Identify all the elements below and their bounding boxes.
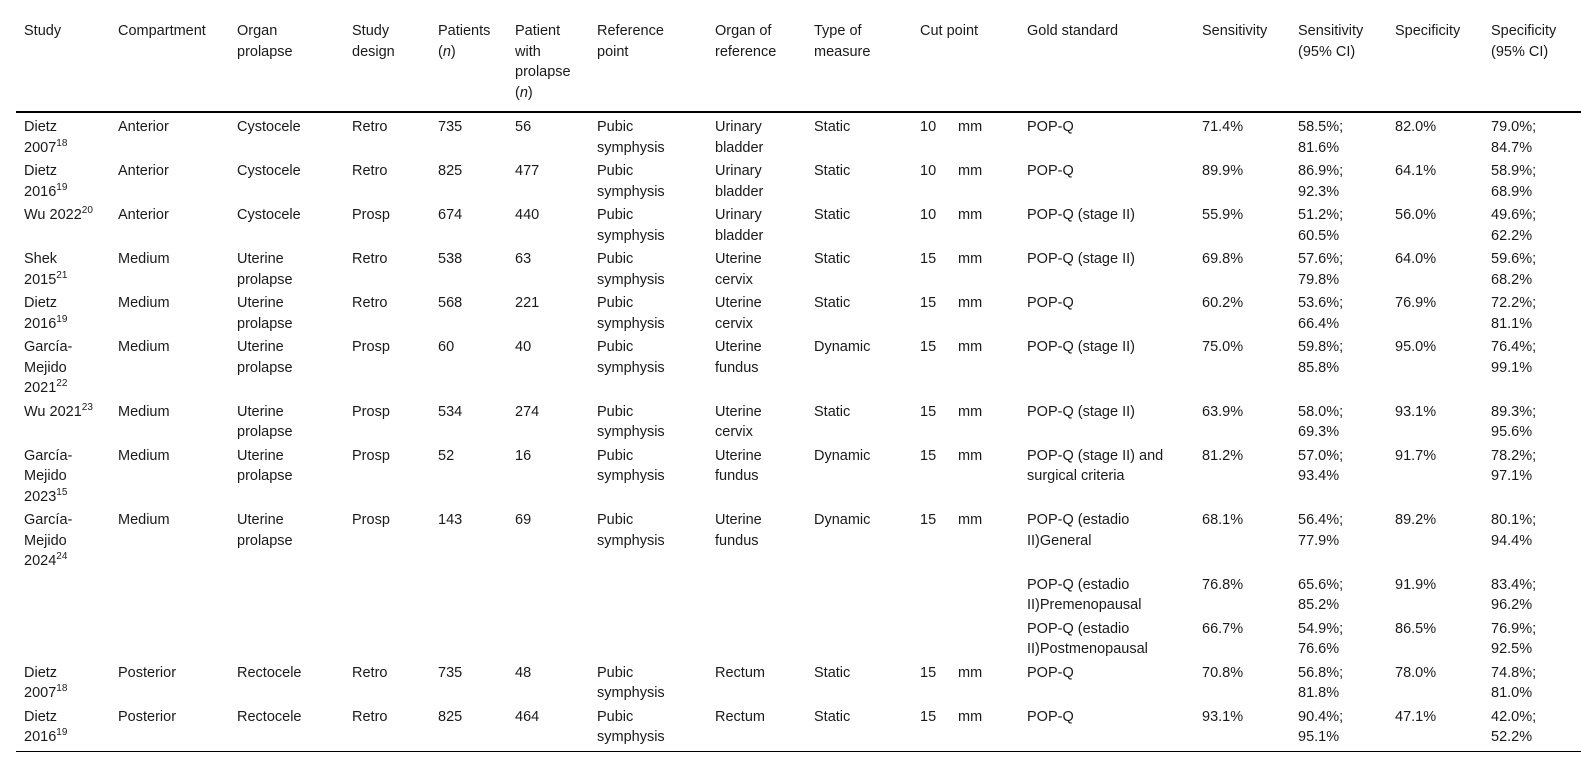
- cell-organ: Cystocele: [237, 119, 301, 135]
- results-table: [16, 10, 1581, 752]
- cell-patients: 825: [438, 163, 463, 179]
- cut-unit: mm: [958, 708, 983, 725]
- cell-compartment: Medium: [118, 295, 170, 311]
- cell-organref: Uterine fundus: [715, 512, 762, 549]
- table-row: [16, 444, 1581, 509]
- cell-spec: 86.5%: [1395, 620, 1437, 637]
- table-row: [16, 573, 1581, 617]
- table-row: [16, 291, 1581, 335]
- cell-compartment: Anterior: [118, 119, 169, 135]
- cell-prolapse: 69: [515, 512, 532, 528]
- header-study: Study: [24, 23, 62, 39]
- header-reference-point: Reference point: [597, 23, 664, 60]
- cell-prolapse: [507, 573, 589, 617]
- cell-study: [16, 400, 110, 444]
- cell-cut-point: [912, 335, 1019, 400]
- cell-refpoint: Pubic symphysis: [597, 339, 665, 376]
- table-row: [16, 335, 1581, 400]
- study-name: Dietz 2016: [24, 295, 58, 332]
- cell-design: Prosp: [352, 447, 390, 464]
- cell-gold: POP-Q: [1027, 295, 1074, 311]
- cell-cut-point: [912, 705, 1019, 752]
- header-cut-point: Cut point: [920, 23, 979, 39]
- cell-organ: Cystocele: [237, 163, 301, 179]
- cell-sens: 55.9%: [1202, 207, 1244, 223]
- cell-sensci: 57.6%; 79.8%: [1298, 251, 1344, 288]
- cell-gold: POP-Q (estadio II)Premenopausal: [1027, 576, 1142, 613]
- cell-study: [16, 203, 110, 247]
- cell-design: Prosp: [352, 512, 390, 528]
- cell-spec: 91.9%: [1395, 576, 1437, 593]
- cell-sens: 75.0%: [1202, 339, 1244, 355]
- study-reference: 15: [56, 486, 68, 498]
- cell-organ: Uterine prolapse: [237, 339, 293, 376]
- cell-organref: Uterine fundus: [715, 339, 762, 376]
- study-name: Shek 2015: [24, 251, 58, 288]
- cell-specci: 78.2%; 97.1%: [1491, 447, 1537, 484]
- cell-organ: [229, 573, 344, 617]
- cut-value: 15: [920, 403, 937, 420]
- cell-study: [16, 159, 110, 203]
- study-reference: 18: [56, 137, 68, 149]
- cell-sensci: 53.6%; 66.4%: [1298, 295, 1344, 332]
- cell-gold: POP-Q (stage II): [1027, 339, 1135, 355]
- cell-specci: 83.4%; 96.2%: [1491, 576, 1537, 613]
- cell-refpoint: Pubic symphysis: [597, 447, 665, 484]
- cell-spec: 47.1%: [1395, 708, 1437, 725]
- cell-specci: 59.6%; 68.2%: [1491, 251, 1537, 288]
- cell-prolapse: 477: [515, 163, 540, 179]
- cell-refpoint: Pubic symphysis: [597, 207, 665, 244]
- cell-organ: Rectocele: [237, 708, 302, 725]
- cut-unit: mm: [958, 119, 983, 135]
- cell-spec: 64.0%: [1395, 251, 1437, 267]
- cell-compartment: Anterior: [118, 207, 169, 223]
- cell-measure: Dynamic: [814, 447, 871, 464]
- cell-patients: 568: [438, 295, 463, 311]
- cell-refpoint: Pubic symphysis: [597, 251, 665, 288]
- cut-value: 10: [920, 207, 937, 223]
- cell-prolapse: 440: [515, 207, 540, 223]
- cell-patients: 674: [438, 207, 463, 223]
- cell-design: Prosp: [352, 403, 390, 420]
- cell-organref: Uterine fundus: [715, 447, 762, 484]
- cell-compartment: Medium: [118, 512, 170, 528]
- cell-study: [16, 573, 110, 617]
- cell-cut-point: [912, 112, 1019, 159]
- table-row: [16, 705, 1581, 752]
- cell-study: [16, 335, 110, 400]
- cut-value: 10: [920, 163, 937, 179]
- header-patients-n: n: [442, 43, 451, 60]
- header-row: [16, 10, 1581, 112]
- cell-study: [16, 617, 110, 661]
- cell-organ: Uterine prolapse: [237, 403, 293, 440]
- cell-measure: Dynamic: [814, 512, 871, 528]
- cell-organ: Rectocele: [237, 664, 302, 681]
- cell-spec: 95.0%: [1395, 339, 1437, 355]
- cell-sens: 71.4%: [1202, 119, 1244, 135]
- cell-prolapse: [507, 617, 589, 661]
- cell-cut-point: [912, 508, 1019, 573]
- cell-design: Retro: [352, 163, 388, 179]
- header-sensitivity: Sensitivity: [1202, 23, 1268, 39]
- cell-organref: Urinary bladder: [715, 119, 764, 156]
- cut-value: 15: [920, 664, 937, 681]
- cell-specci: 49.6%; 62.2%: [1491, 207, 1537, 244]
- cell-measure: Static: [814, 664, 851, 681]
- cell-organref: Urinary bladder: [715, 163, 764, 200]
- cell-refpoint: [589, 573, 707, 617]
- cell-study: [16, 247, 110, 291]
- cell-measure: Dynamic: [814, 339, 871, 355]
- cell-specci: 89.3%; 95.6%: [1491, 403, 1537, 440]
- cell-cut-point: [912, 617, 1019, 661]
- cut-value: 15: [920, 295, 937, 311]
- cell-sens: 66.7%: [1202, 620, 1244, 637]
- cell-compartment: Medium: [118, 447, 170, 464]
- cell-sens: 93.1%: [1202, 708, 1244, 725]
- cut-value: 15: [920, 512, 937, 528]
- header-patients-with-prolapse: [507, 10, 589, 112]
- table-row: [16, 617, 1581, 661]
- cell-sens: 68.1%: [1202, 512, 1244, 528]
- cell-patients: 143: [438, 512, 463, 528]
- cell-patients: 735: [438, 119, 463, 135]
- cell-organ: [229, 617, 344, 661]
- cell-gold: POP-Q (estadio II)Postmenopausal: [1027, 620, 1148, 657]
- cell-prolapse: 63: [515, 251, 532, 267]
- cell-organ: Uterine prolapse: [237, 512, 293, 549]
- cell-gold: POP-Q (stage II) and surgical criteria: [1027, 447, 1164, 484]
- study-name: Dietz 2007: [24, 119, 58, 156]
- cell-prolapse: 464: [515, 708, 540, 725]
- header-sensitivity-ci: Sensitivity (95% CI): [1298, 23, 1364, 60]
- cell-organref: [707, 617, 806, 661]
- cell-organref: Uterine cervix: [715, 251, 762, 288]
- cell-sens: 81.2%: [1202, 447, 1244, 464]
- cell-compartment: Medium: [118, 251, 170, 267]
- study-reference: 19: [56, 727, 68, 738]
- study-reference: 22: [56, 378, 68, 389]
- cell-study: [16, 444, 110, 509]
- cell-spec: 82.0%: [1395, 119, 1437, 135]
- study-name: Wu 2021: [24, 403, 82, 420]
- header-prolapse-close: ): [527, 84, 533, 101]
- cut-value: 15: [920, 447, 937, 464]
- cell-gold: POP-Q: [1027, 163, 1074, 179]
- cut-value: 15: [920, 251, 937, 267]
- cut-value: 10: [920, 119, 937, 135]
- cell-compartment: Anterior: [118, 163, 169, 179]
- cell-organ: Uterine prolapse: [237, 295, 293, 332]
- cell-sensci: 86.9%; 92.3%: [1298, 163, 1344, 200]
- cell-spec: 93.1%: [1395, 403, 1437, 420]
- cell-compartment: Medium: [118, 403, 170, 420]
- cell-specci: 76.4%; 99.1%: [1491, 339, 1537, 376]
- cell-design: Retro: [352, 295, 388, 311]
- cell-spec: 91.7%: [1395, 447, 1437, 464]
- cut-unit: mm: [958, 339, 983, 355]
- cell-sens: 60.2%: [1202, 295, 1244, 311]
- cell-patients: 534: [438, 403, 463, 420]
- cell-organref: Uterine cervix: [715, 403, 762, 440]
- cell-specci: 79.0%; 84.7%: [1491, 119, 1537, 156]
- cell-sensci: 54.9%; 76.6%: [1298, 620, 1344, 657]
- cell-measure: [806, 573, 912, 617]
- study-name: García-Mejido 2024: [24, 512, 73, 569]
- cell-measure: Static: [814, 708, 851, 725]
- cell-design: Prosp: [352, 339, 390, 355]
- cell-gold: POP-Q: [1027, 664, 1074, 681]
- cell-sensci: 57.0%; 93.4%: [1298, 447, 1344, 484]
- cell-design: Retro: [352, 708, 388, 725]
- study-reference: 19: [56, 181, 68, 193]
- cell-gold: POP-Q (stage II): [1027, 403, 1135, 420]
- cut-unit: mm: [958, 403, 983, 420]
- cut-value: 15: [920, 708, 937, 725]
- cell-patients: 60: [438, 339, 455, 355]
- cell-specci: 58.9%; 68.9%: [1491, 163, 1537, 200]
- cell-sensci: 65.6%; 85.2%: [1298, 576, 1344, 613]
- cell-gold: POP-Q (estadio II)General: [1027, 512, 1130, 549]
- header-specificity-ci: Specificity (95% CI): [1491, 23, 1557, 60]
- cell-patients: 735: [438, 664, 463, 681]
- cell-measure: Static: [814, 163, 851, 179]
- cell-prolapse: 221: [515, 295, 540, 311]
- cell-sensci: 51.2%; 60.5%: [1298, 207, 1344, 244]
- cell-specci: 80.1%; 94.4%: [1491, 512, 1537, 549]
- table-row: [16, 508, 1581, 573]
- cell-sensci: 58.0%; 69.3%: [1298, 403, 1344, 440]
- cell-refpoint: [589, 617, 707, 661]
- cell-study: [16, 705, 110, 752]
- cut-unit: mm: [958, 512, 983, 528]
- cell-prolapse: 48: [515, 664, 532, 681]
- study-reference: 20: [81, 205, 93, 216]
- cell-cut-point: [912, 573, 1019, 617]
- cell-gold: POP-Q: [1027, 119, 1074, 135]
- header-compartment: Compartment: [118, 23, 206, 39]
- cell-study: [16, 291, 110, 335]
- cell-design: Prosp: [352, 207, 390, 223]
- cell-spec: 89.2%: [1395, 512, 1437, 528]
- cell-study: [16, 508, 110, 573]
- cell-organ: Uterine prolapse: [237, 447, 293, 484]
- cell-organref: Rectum: [715, 708, 765, 725]
- cell-sens: 76.8%: [1202, 576, 1244, 593]
- cell-study: [16, 661, 110, 705]
- study-reference: 19: [56, 313, 68, 325]
- cell-design: [344, 617, 430, 661]
- cell-compartment: [110, 573, 229, 617]
- cell-cut-point: [912, 203, 1019, 247]
- cell-measure: Static: [814, 403, 851, 420]
- header-organ-reference: Organ of reference: [715, 23, 777, 60]
- cell-organ: Uterine prolapse: [237, 251, 293, 288]
- cut-unit: mm: [958, 447, 983, 464]
- cell-sens: 89.9%: [1202, 163, 1244, 179]
- cell-compartment: Posterior: [118, 664, 177, 681]
- cell-refpoint: Pubic symphysis: [597, 119, 665, 156]
- header-type-measure: Type of measure: [814, 23, 871, 60]
- cell-prolapse: 40: [515, 339, 532, 355]
- cell-spec: 76.9%: [1395, 295, 1437, 311]
- study-name: Wu 2022: [24, 207, 82, 223]
- cell-compartment: [110, 617, 229, 661]
- cell-sensci: 56.4%; 77.9%: [1298, 512, 1344, 549]
- header-gold-standard: Gold standard: [1027, 23, 1119, 39]
- study-name: Dietz 2016: [24, 708, 58, 745]
- study-name: García-Mejido 2023: [24, 447, 73, 505]
- cell-sens: 70.8%: [1202, 664, 1244, 681]
- cell-prolapse: 16: [515, 447, 532, 464]
- cell-sensci: 58.5%; 81.6%: [1298, 119, 1344, 156]
- cell-measure: Static: [814, 251, 851, 267]
- cell-specci: 72.2%; 81.1%: [1491, 295, 1537, 332]
- header-prolapse-text: Patient with prolapse (: [515, 23, 571, 101]
- cell-spec: 56.0%: [1395, 207, 1437, 223]
- cell-cut-point: [912, 159, 1019, 203]
- cell-sensci: 59.8%; 85.8%: [1298, 339, 1344, 376]
- cell-patients: 538: [438, 251, 463, 267]
- table-body: [16, 112, 1581, 751]
- cell-refpoint: Pubic symphysis: [597, 664, 665, 701]
- cell-prolapse: 274: [515, 403, 540, 420]
- cell-design: [344, 573, 430, 617]
- cell-gold: POP-Q (stage II): [1027, 207, 1135, 223]
- cell-gold: POP-Q: [1027, 708, 1074, 725]
- cut-unit: mm: [958, 251, 983, 267]
- table-row: [16, 247, 1581, 291]
- header-patients: [430, 10, 507, 112]
- cell-refpoint: Pubic symphysis: [597, 512, 665, 549]
- cell-spec: 64.1%: [1395, 163, 1437, 179]
- cell-organref: Rectum: [715, 664, 765, 681]
- cut-unit: mm: [958, 295, 983, 311]
- cell-refpoint: Pubic symphysis: [597, 163, 665, 200]
- cell-sensci: 56.8%; 81.8%: [1298, 664, 1344, 701]
- cell-design: Retro: [352, 251, 388, 267]
- cell-design: Retro: [352, 664, 388, 681]
- cell-study: [16, 112, 110, 159]
- study-reference: 18: [56, 683, 68, 694]
- cell-measure: Static: [814, 295, 851, 311]
- cell-patients: [430, 573, 507, 617]
- cell-cut-point: [912, 291, 1019, 335]
- study-name: Dietz 2016: [24, 163, 58, 200]
- cell-compartment: Medium: [118, 339, 170, 355]
- table-row: [16, 159, 1581, 203]
- header-organ-prolapse: Organ prolapse: [237, 23, 293, 60]
- study-reference: 23: [81, 401, 93, 413]
- cell-measure: Static: [814, 119, 851, 135]
- table-row: [16, 400, 1581, 444]
- cell-sens: 63.9%: [1202, 403, 1244, 420]
- cell-cut-point: [912, 661, 1019, 705]
- study-name: García-Mejido 2021: [24, 339, 73, 396]
- header-study-design: Study design: [352, 23, 395, 60]
- cell-measure: Static: [814, 207, 851, 223]
- header-patients-text: Patients (: [438, 23, 491, 60]
- cell-sensci: 90.4%; 95.1%: [1298, 708, 1344, 745]
- header-specificity: Specificity: [1395, 23, 1461, 39]
- cell-measure: [806, 617, 912, 661]
- header-patients-close: ): [450, 43, 456, 60]
- cell-organ: Cystocele: [237, 207, 301, 223]
- cell-compartment: Posterior: [118, 708, 177, 725]
- cell-cut-point: [912, 247, 1019, 291]
- study-reference: 21: [56, 269, 68, 281]
- cell-refpoint: Pubic symphysis: [597, 295, 665, 332]
- table-row: [16, 661, 1581, 705]
- table-row: [16, 203, 1581, 247]
- cut-unit: mm: [958, 207, 983, 223]
- cell-patients: 825: [438, 708, 463, 725]
- cell-specci: 42.0%; 52.2%: [1491, 708, 1537, 745]
- cell-cut-point: [912, 400, 1019, 444]
- cell-prolapse: 56: [515, 119, 532, 135]
- cell-design: Retro: [352, 119, 388, 135]
- cut-value: 15: [920, 339, 937, 355]
- study-name: Dietz 2007: [24, 664, 58, 701]
- cell-sens: 69.8%: [1202, 251, 1244, 267]
- header-prolapse-n: n: [519, 84, 528, 101]
- cell-refpoint: Pubic symphysis: [597, 403, 665, 440]
- cell-specci: 74.8%; 81.0%: [1491, 664, 1537, 701]
- cell-organref: Urinary bladder: [715, 207, 764, 244]
- cell-organref: [707, 573, 806, 617]
- study-reference: 24: [56, 551, 68, 562]
- table-header: [16, 10, 1581, 112]
- cell-organref: Uterine cervix: [715, 295, 762, 332]
- cut-unit: mm: [958, 664, 983, 681]
- cell-patients: 52: [438, 447, 455, 464]
- cell-specci: 76.9%; 92.5%: [1491, 620, 1537, 657]
- table-row: [16, 112, 1581, 159]
- cell-gold: POP-Q (stage II): [1027, 251, 1135, 267]
- cell-spec: 78.0%: [1395, 664, 1437, 681]
- cell-cut-point: [912, 444, 1019, 509]
- cell-refpoint: Pubic symphysis: [597, 708, 665, 745]
- cell-patients: [430, 617, 507, 661]
- cut-unit: mm: [958, 163, 983, 179]
